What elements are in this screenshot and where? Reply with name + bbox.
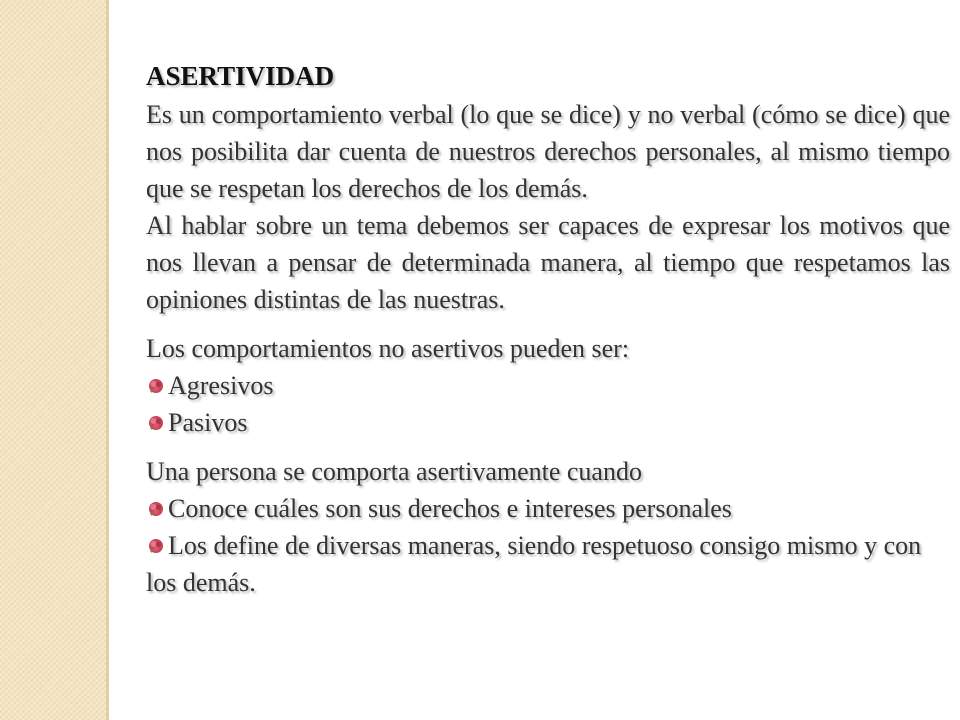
list-item-conoce	[146, 490, 950, 527]
slide-content	[146, 56, 950, 601]
assertive-intro: Una persona se comporta asertivamente cuando	[146, 457, 642, 486]
non-assertive-intro: Los comportamientos no asertivos pueden ser:	[146, 334, 630, 363]
list-item-pasivos	[146, 404, 950, 441]
list-item-label: Los define de diversas maneras, siendo respetuoso consigo mismo y con los demás.	[146, 531, 922, 597]
list-item-agresivos	[146, 367, 950, 404]
slide-heading: ASERTIVIDAD	[146, 61, 335, 91]
rose-bullet-icon	[146, 376, 166, 396]
paragraph-definition: Es un comportamiento verbal (lo que se dice) y no verbal (cómo se dice) que nos posibilita dar cuenta de nuestros derechos personales, al mismo tiempo que se respetan los derechos de los demás.	[146, 100, 950, 203]
list-item-label: Pasivos	[168, 408, 248, 437]
decorative-side-band	[0, 0, 106, 720]
rose-bullet-icon	[146, 499, 166, 519]
paragraph-expression: Al hablar sobre un tema debemos ser capaces de expresar los motivos que nos llevan a pensar de determinada manera, al tiempo que respetamos las opiniones distintas de las nuestras.	[146, 211, 950, 314]
rose-bullet-icon	[146, 536, 166, 556]
list-item-label: Conoce cuáles son sus derechos e intereses personales	[168, 494, 732, 523]
list-item-define	[146, 527, 950, 601]
list-item-label: Agresivos	[168, 371, 274, 400]
side-band-border	[106, 0, 109, 720]
rose-bullet-icon	[146, 413, 166, 433]
